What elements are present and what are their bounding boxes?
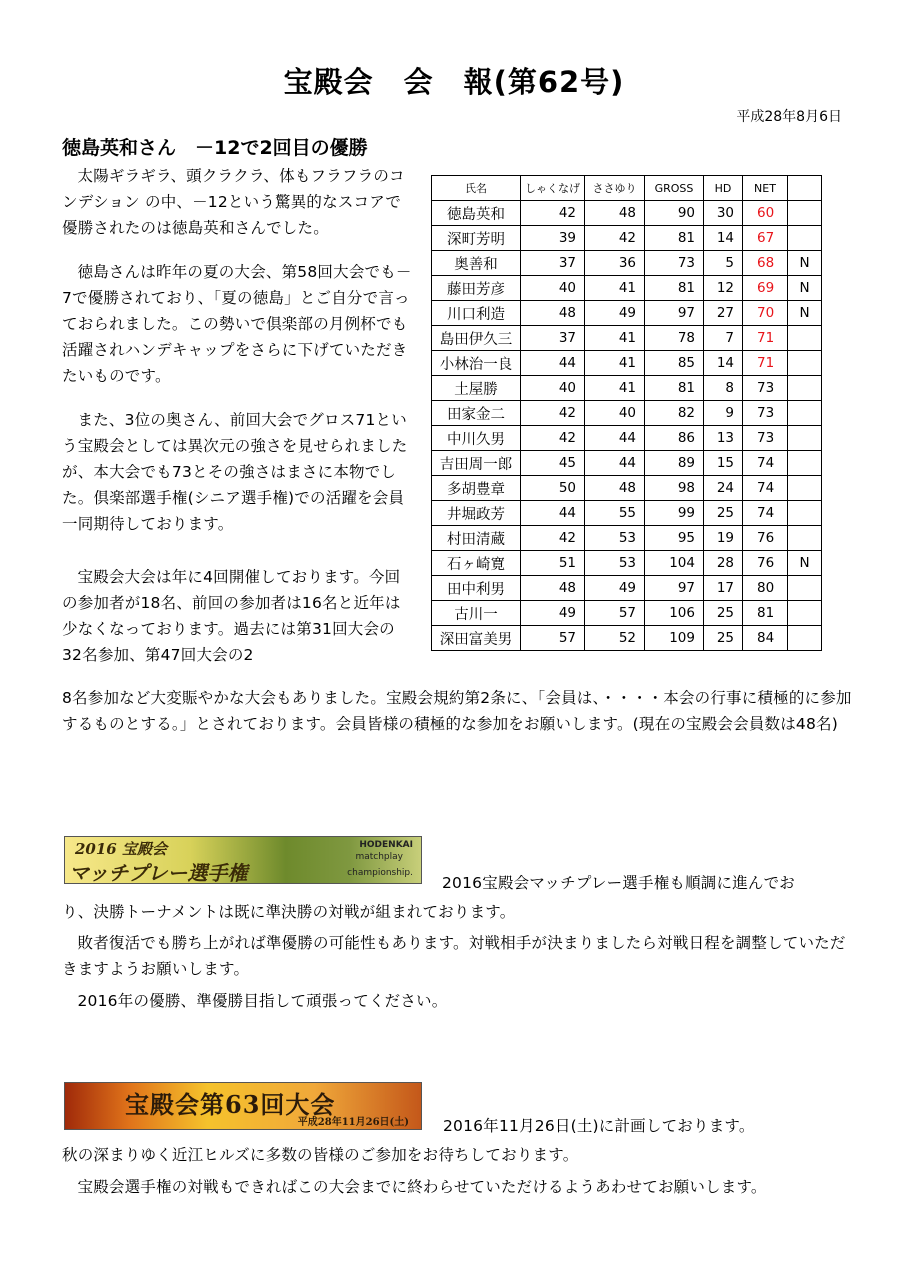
cell-gross: 97 (645, 301, 704, 326)
cell-name: 深田富美男 (432, 626, 521, 651)
cell-net: 81 (743, 601, 788, 626)
cell-handicap: 17 (704, 576, 743, 601)
matchplay-line-2: り、決勝トーナメントは既に準決勝の対戦が組まれております。 (62, 903, 516, 921)
col-header-hd: HD (704, 176, 743, 201)
cell-in-score: 42 (585, 226, 645, 251)
cell-name: 井堀政芳 (432, 501, 521, 526)
cell-name: 中川久男 (432, 426, 521, 451)
cell-flag (788, 501, 822, 526)
cell-flag (788, 401, 822, 426)
table-row (432, 451, 822, 476)
cell-flag: N (788, 276, 822, 301)
article-paragraph-3: また、3位の奥さん、前回大会でグロス71という宝殿会としては異次元の強さを見せられましたが、本大会でも73とその強さはまさに本物でした。倶楽部選手権(シニア選手権)での活躍を会員一同期待しております。 (62, 411, 408, 533)
cell-in-score: 44 (585, 451, 645, 476)
cell-net: 70 (743, 301, 788, 326)
cell-name: 徳島英和 (432, 201, 521, 226)
cell-handicap: 19 (704, 526, 743, 551)
results-table (431, 175, 822, 651)
cell-name: 吉田周一郎 (432, 451, 521, 476)
matchplay-banner-year: 2016 宝殿会 (75, 840, 167, 858)
cell-in-score: 55 (585, 501, 645, 526)
cell-out-score: 48 (521, 301, 585, 326)
cell-net: 71 (743, 351, 788, 376)
table-row (432, 526, 822, 551)
cell-handicap: 27 (704, 301, 743, 326)
cell-in-score: 52 (585, 626, 645, 651)
results-body (432, 201, 822, 651)
cell-name: 土屋勝 (432, 376, 521, 401)
results-header-row (432, 176, 822, 201)
cell-in-score: 48 (585, 201, 645, 226)
cell-handicap: 25 (704, 601, 743, 626)
cell-name: 深町芳明 (432, 226, 521, 251)
cell-gross: 99 (645, 501, 704, 526)
article-paragraph-2: 徳島さんは昨年の夏の大会、第58回大会でも－7で優勝されており、「夏の徳島」とご自分で言っておられました。この勢いで倶楽部の月例杯でも活躍されハンデキャップをさらに下げていただきたいものです。 (62, 263, 412, 385)
cell-net: 84 (743, 626, 788, 651)
cell-name: 藤田芳彦 (432, 276, 521, 301)
tournament63-paragraph-3: 宝殿会選手権の対戦もできればこの大会までに終わらせていただけるようあわせてお願いします。 (77, 1178, 767, 1196)
table-row (432, 326, 822, 351)
cell-handicap: 24 (704, 476, 743, 501)
table-row (432, 501, 822, 526)
cell-out-score: 39 (521, 226, 585, 251)
table-row (432, 226, 822, 251)
tournament63-line-1: 2016年11月26日(土)に計画しております。 (443, 1117, 755, 1135)
cell-in-score: 53 (585, 551, 645, 576)
cell-net: 80 (743, 576, 788, 601)
cell-gross: 86 (645, 426, 704, 451)
table-row (432, 201, 822, 226)
matchplay-banner-en-3: championship. (347, 868, 413, 878)
table-row (432, 276, 822, 301)
cell-name: 川口利造 (432, 301, 521, 326)
cell-handicap: 8 (704, 376, 743, 401)
article-paragraph-1: 太陽ギラギラ、頭クラクラ、体もフラフラのコンデション の中、－12という驚異的なスコアで優勝されたのは徳島英和さんでした。 (62, 167, 405, 237)
cell-in-score: 36 (585, 251, 645, 276)
cell-in-score: 44 (585, 426, 645, 451)
cell-name: 田中利男 (432, 576, 521, 601)
cell-gross: 82 (645, 401, 704, 426)
cell-gross: 89 (645, 451, 704, 476)
matchplay-banner (64, 836, 422, 884)
cell-out-score: 42 (521, 426, 585, 451)
table-row (432, 351, 822, 376)
table-row (432, 551, 822, 576)
cell-in-score: 40 (585, 401, 645, 426)
cell-handicap: 5 (704, 251, 743, 276)
cell-flag: N (788, 551, 822, 576)
cell-gross: 81 (645, 226, 704, 251)
cell-flag (788, 226, 822, 251)
cell-name: 島田伊久三 (432, 326, 521, 351)
cell-out-score: 45 (521, 451, 585, 476)
cell-out-score: 50 (521, 476, 585, 501)
col-header-out: しゃくなげ (521, 176, 585, 201)
cell-out-score: 40 (521, 376, 585, 401)
cell-in-score: 49 (585, 576, 645, 601)
cell-out-score: 44 (521, 351, 585, 376)
cell-out-score: 49 (521, 601, 585, 626)
issue-date: 平成28年8月6日 (736, 109, 842, 125)
cell-in-score: 41 (585, 351, 645, 376)
cell-net: 67 (743, 226, 788, 251)
cell-flag (788, 626, 822, 651)
article-paragraph-4: 宝殿会大会は年に4回開催しております。今回の参加者が18名、前回の参加者は16名と近年は少なくなっております。過去には第31回大会の32名参加、第47回大会の2 (62, 568, 401, 664)
cell-gross: 104 (645, 551, 704, 576)
cell-out-score: 44 (521, 501, 585, 526)
cell-gross: 85 (645, 351, 704, 376)
cell-in-score: 49 (585, 301, 645, 326)
table-row (432, 401, 822, 426)
col-header-flag (788, 176, 822, 201)
cell-flag (788, 601, 822, 626)
cell-out-score: 37 (521, 326, 585, 351)
cell-gross: 97 (645, 576, 704, 601)
cell-gross: 81 (645, 376, 704, 401)
col-header-name: 氏名 (432, 176, 521, 201)
cell-net: 60 (743, 201, 788, 226)
matchplay-paragraph-3: 2016年の優勝、準優勝目指して頑張ってください。 (77, 992, 448, 1010)
tournament63-banner-title: 宝殿会第63回大会 (125, 1090, 336, 1119)
cell-flag (788, 526, 822, 551)
cell-flag: N (788, 251, 822, 276)
cell-gross: 73 (645, 251, 704, 276)
cell-handicap: 25 (704, 626, 743, 651)
cell-flag (788, 451, 822, 476)
col-header-gross: GROSS (645, 176, 704, 201)
cell-handicap: 15 (704, 451, 743, 476)
cell-out-score: 37 (521, 251, 585, 276)
table-row (432, 476, 822, 501)
tournament63-banner (64, 1082, 422, 1130)
cell-handicap: 25 (704, 501, 743, 526)
cell-in-score: 41 (585, 326, 645, 351)
table-row (432, 251, 822, 276)
table-row (432, 301, 822, 326)
cell-flag: N (788, 301, 822, 326)
cell-handicap: 13 (704, 426, 743, 451)
cell-name: 多胡豊章 (432, 476, 521, 501)
col-header-net: NET (743, 176, 788, 201)
table-row (432, 426, 822, 451)
cell-net: 73 (743, 376, 788, 401)
cell-net: 74 (743, 451, 788, 476)
cell-handicap: 30 (704, 201, 743, 226)
matchplay-line-1: 2016宝殿会マッチプレー選手権も順調に進んでお (442, 874, 796, 892)
cell-net: 73 (743, 426, 788, 451)
cell-handicap: 14 (704, 351, 743, 376)
cell-name: 奥善和 (432, 251, 521, 276)
cell-net: 69 (743, 276, 788, 301)
cell-handicap: 12 (704, 276, 743, 301)
matchplay-banner-title: マッチプレー選手権 (69, 861, 248, 884)
cell-in-score: 53 (585, 526, 645, 551)
cell-flag (788, 476, 822, 501)
cell-name: 石ヶ崎寛 (432, 551, 521, 576)
matchplay-banner-en-2: matchplay (355, 852, 403, 862)
cell-flag (788, 201, 822, 226)
cell-name: 田家金二 (432, 401, 521, 426)
cell-gross: 90 (645, 201, 704, 226)
cell-out-score: 40 (521, 276, 585, 301)
cell-gross: 95 (645, 526, 704, 551)
cell-handicap: 28 (704, 551, 743, 576)
cell-out-score: 57 (521, 626, 585, 651)
matchplay-banner-en-1: HODENKAI (359, 840, 413, 850)
tournament63-line-2: 秋の深まりゆく近江ヒルズに多数の皆様のご参加をお待ちしております。 (62, 1146, 579, 1164)
cell-out-score: 42 (521, 401, 585, 426)
cell-gross: 109 (645, 626, 704, 651)
cell-out-score: 42 (521, 526, 585, 551)
tournament63-banner-date: 平成28年11月26日(土) (297, 1117, 409, 1128)
cell-net: 74 (743, 476, 788, 501)
cell-flag (788, 351, 822, 376)
cell-gross: 98 (645, 476, 704, 501)
cell-in-score: 41 (585, 276, 645, 301)
cell-gross: 78 (645, 326, 704, 351)
cell-handicap: 14 (704, 226, 743, 251)
cell-name: 古川一 (432, 601, 521, 626)
cell-handicap: 9 (704, 401, 743, 426)
cell-name: 村田清蔵 (432, 526, 521, 551)
table-row (432, 601, 822, 626)
cell-net: 73 (743, 401, 788, 426)
table-row (432, 626, 822, 651)
cell-out-score: 48 (521, 576, 585, 601)
cell-handicap: 7 (704, 326, 743, 351)
article-paragraph-4-continued: 8名参加など大変賑やかな大会もありました。宝殿会規約第2条に、「会員は、・・・・本会の行事に積極的に参加するものとする。」とされております。会員皆様の積極的な参加をお願いします。(現在の宝殿会会員数は48名) (62, 689, 852, 733)
col-header-in: ささゆり (585, 176, 645, 201)
cell-gross: 106 (645, 601, 704, 626)
cell-flag (788, 326, 822, 351)
cell-net: 76 (743, 551, 788, 576)
cell-flag (788, 426, 822, 451)
cell-name: 小林治一良 (432, 351, 521, 376)
cell-gross: 81 (645, 276, 704, 301)
cell-flag (788, 376, 822, 401)
cell-flag (788, 576, 822, 601)
table-row (432, 576, 822, 601)
cell-net: 76 (743, 526, 788, 551)
cell-out-score: 51 (521, 551, 585, 576)
cell-net: 71 (743, 326, 788, 351)
cell-net: 74 (743, 501, 788, 526)
cell-in-score: 57 (585, 601, 645, 626)
cell-in-score: 41 (585, 376, 645, 401)
cell-in-score: 48 (585, 476, 645, 501)
cell-net: 68 (743, 251, 788, 276)
page-title: 宝殿会 会 報(第62号) (283, 65, 625, 99)
article-headline: 徳島英和さん －12で2回目の優勝 (62, 137, 368, 159)
cell-out-score: 42 (521, 201, 585, 226)
table-row (432, 376, 822, 401)
matchplay-paragraph-2: 敗者復活でも勝ち上がれば準優勝の可能性もあります。対戦相手が決まりましたら対戦日程を調整していただきますようお願いします。 (62, 934, 846, 978)
